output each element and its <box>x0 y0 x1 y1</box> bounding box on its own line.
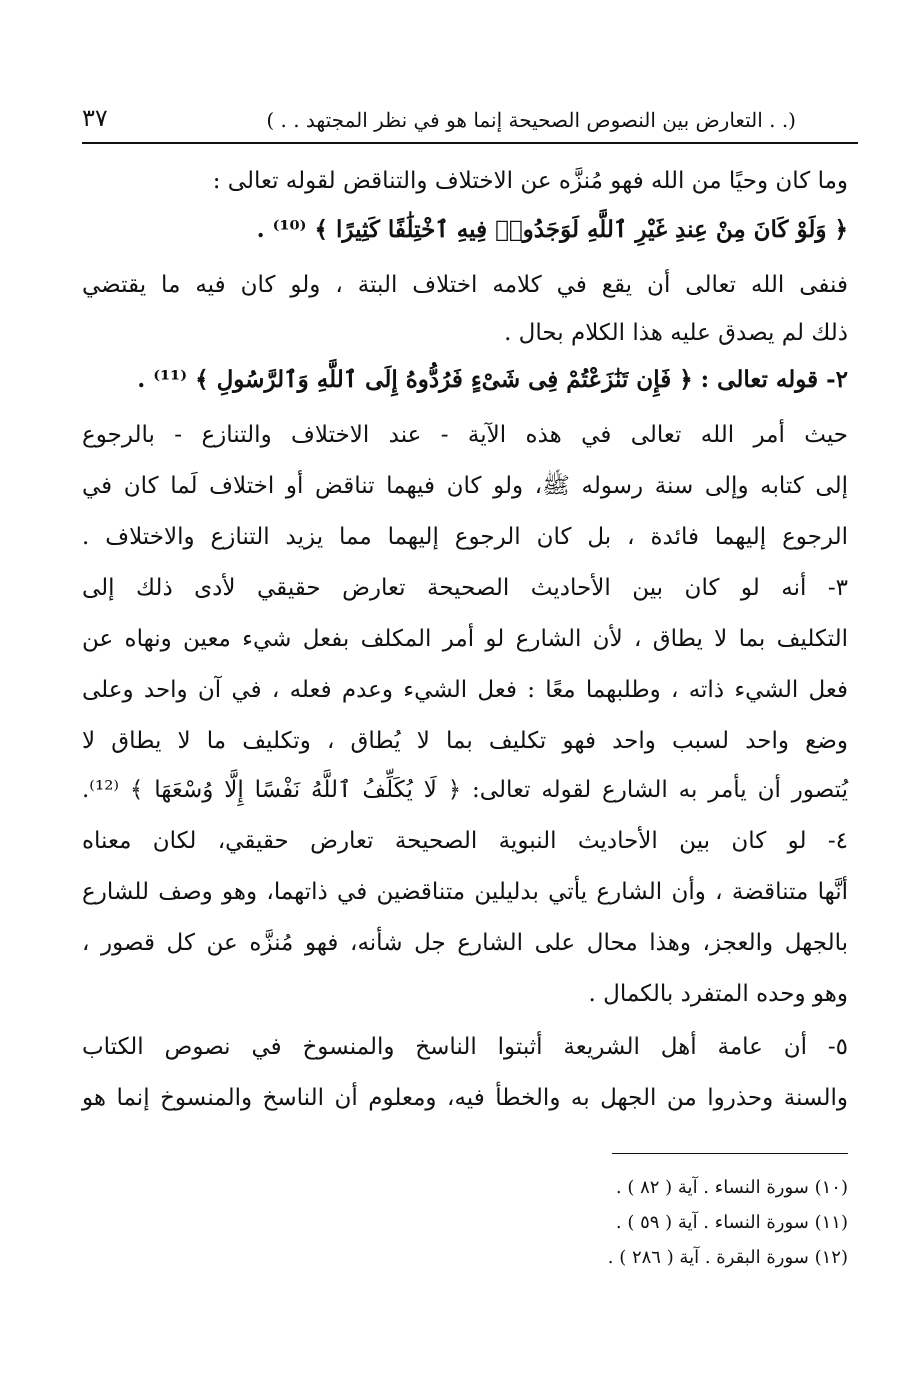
header-rule <box>82 142 858 144</box>
page-number: ٣٧ <box>82 104 108 132</box>
footnote: (١٢) سورة البقرة . آية ( ٢٨٦ ) . <box>607 1247 848 1268</box>
body-line: الرجوع إليهما فائدة ، بل كان الرجوع إليهما مما يزيد التنازع والاختلاف . <box>82 524 848 550</box>
body-line: ٣- أنه لو كان بين الأحاديث الصحيحة تعارض حقيقي لأدى ذلك إلى <box>82 575 848 601</box>
quran-verse-line: ﴿ وَلَوْ كَانَ مِنْ عِندِ غَيْرِ ٱللَّهِ لَوَجَدُوا۟ فِيهِ ٱخْتِلَٰفًا كَثِيرًا ﴾ ⁽¹⁰⁾ . <box>256 216 848 243</box>
footnote-rule <box>612 1153 848 1154</box>
body-line: ٥- أن عامة أهل الشريعة أثبتوا الناسخ والمنسوخ في نصوص الكتاب <box>82 1034 848 1060</box>
body-line: وهو وحده المتفرد بالكمال . <box>588 981 848 1007</box>
body-line: وما كان وحيًا من الله فهو مُنزَّه عن الاختلاف والتناقض لقوله تعالى : <box>212 168 848 194</box>
body-line: يُتصور أن يأمر به الشارع لقوله تعالى: ﴿ لَا يُكَلِّفُ ٱللَّهُ نَفْسًا إِلَّا وُسْعَهَا ﴾ ⁽¹²⁾. <box>82 777 848 803</box>
body-line: بالجهل والعجز، وهذا محال على الشارع جل شأنه، فهو مُنزَّه عن كل قصور ، <box>82 930 848 956</box>
footnote: (١٠) سورة النساء . آية ( ٨٢ ) . <box>615 1177 848 1198</box>
body-line: حيث أمر الله تعالى في هذه الآية - عند الاختلاف والتنازع - بالرجوع <box>82 422 848 448</box>
body-line: ٤- لو كان بين الأحاديث النبوية الصحيحة تعارض حقيقي، لكان معناه <box>82 828 848 854</box>
body-line: فعل الشيء ذاته ، وطلبهما معًا : فعل الشيء وعدم فعله ، في آن واحد وعلى <box>82 677 848 703</box>
running-title: (. . التعارض بين النصوص الصحيحة إنما هو في نظر المجتهد . . ) <box>266 108 796 132</box>
body-line: التكليف بما لا يطاق ، لأن الشارع لو أمر المكلف بفعل شيء معين ونهاه عن <box>82 626 848 652</box>
body-line: والسنة وحذروا من الجهل به والخطأ فيه، ومعلوم أن الناسخ والمنسوخ إنما هو <box>82 1085 848 1111</box>
footnote: (١١) سورة النساء . آية ( ٥٩ ) . <box>615 1212 848 1233</box>
body-line: فنفى الله تعالى أن يقع في كلامه اختلاف البتة ، ولو كان فيه ما يقتضي <box>82 272 848 298</box>
running-header <box>82 102 858 142</box>
body-line: وضع واحد لسبب واحد فهو تكليف بما لا يُطاق ، وتكليف ما لا يطاق لا <box>82 728 848 754</box>
quran-verse-line: ٢- قوله تعالى : ﴿ فَإِن تَنَٰزَعْتُمْ فِى شَىْءٍ فَرُدُّوهُ إِلَى ٱللَّهِ وَٱلرَّسُولِ ﴾ ⁽¹¹⁾ . <box>137 366 848 393</box>
body-line: ذلك لم يصدق عليه هذا الكلام بحال . <box>504 320 848 346</box>
body-line: أنَّها متناقضة ، وأن الشارع يأتي بدليلين متناقضين في ذاتهما، وهو وصف للشارع <box>82 879 848 905</box>
body-line: إلى كتابه وإلى سنة رسوله ﷺ، ولو كان فيهما تناقض أو اختلاف لَما كان في <box>82 473 848 499</box>
